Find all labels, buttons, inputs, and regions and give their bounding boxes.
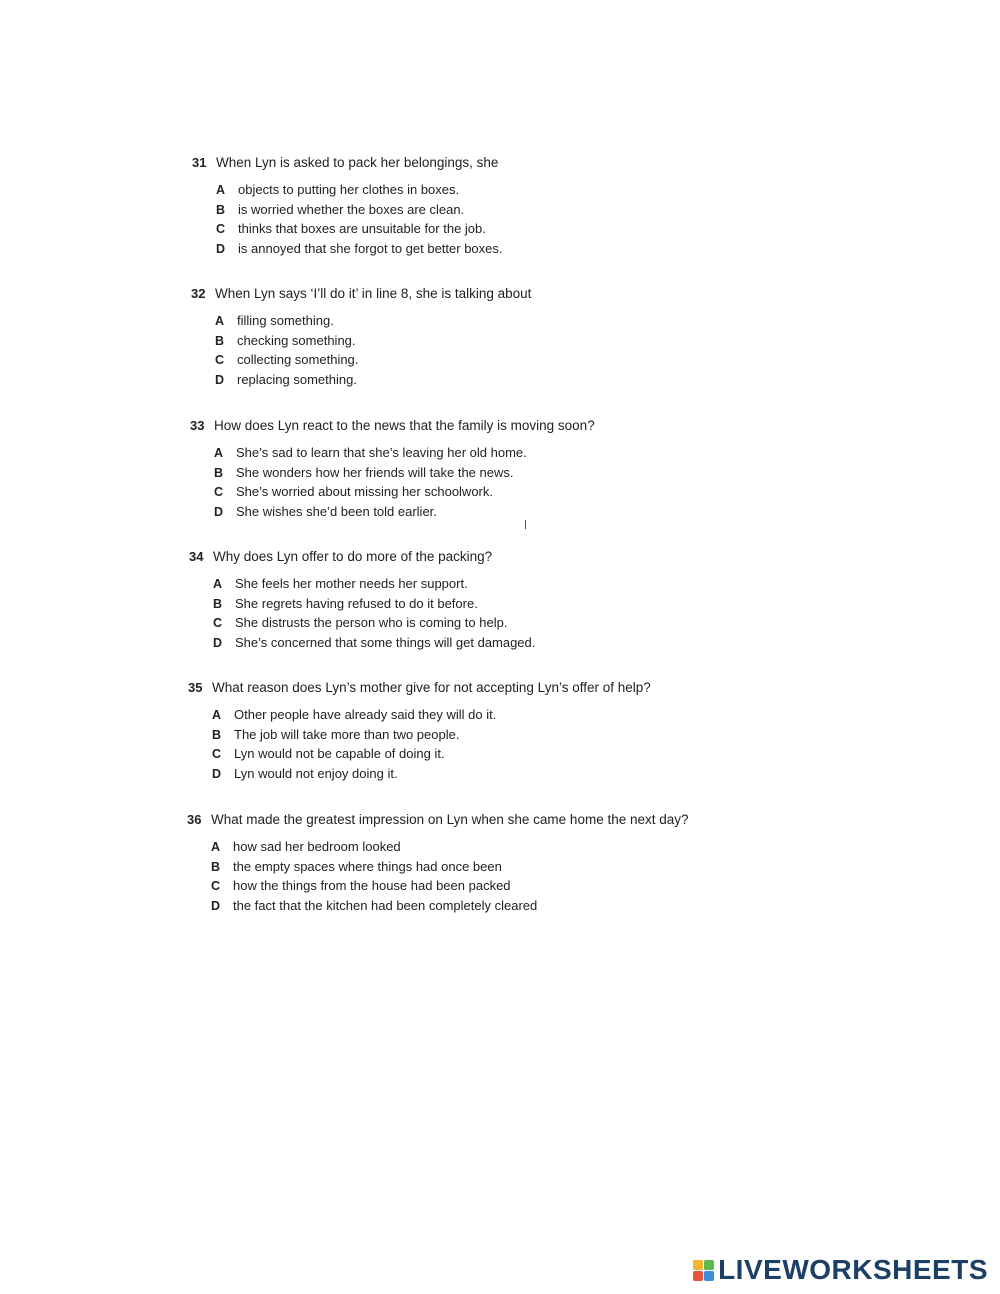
option-letter: C xyxy=(213,616,223,630)
option-d xyxy=(213,635,535,655)
option-text: She regrets having refused to do it before. xyxy=(235,595,478,611)
option-c xyxy=(215,352,531,372)
option-text: collecting something. xyxy=(237,352,359,367)
option-text: She wonders how her friends will take the news. xyxy=(236,464,514,480)
option-c xyxy=(211,878,689,898)
option-letter: B xyxy=(213,596,223,611)
option-letter: D xyxy=(215,372,225,387)
option-text: filling something. xyxy=(237,313,334,328)
question-number: 35 xyxy=(188,680,203,695)
option-text: is worried whether the boxes are clean. xyxy=(238,201,465,217)
question-number: 33 xyxy=(190,418,205,433)
option-c xyxy=(212,746,651,766)
option-letter: C xyxy=(215,353,225,367)
options-list xyxy=(214,445,595,523)
option-a xyxy=(214,445,595,465)
question-32 xyxy=(191,286,531,391)
question-31 xyxy=(192,155,503,260)
option-text: how the things from the house had been packed xyxy=(233,878,511,893)
option-a xyxy=(212,707,651,727)
option-text: the empty spaces where things had once been xyxy=(233,858,502,874)
options-list xyxy=(213,576,535,654)
option-letter: D xyxy=(216,241,226,256)
option-letter: D xyxy=(213,635,223,650)
question-34 xyxy=(189,549,535,654)
option-letter: A xyxy=(211,840,221,854)
option-letter: A xyxy=(214,446,224,460)
option-b xyxy=(216,202,503,222)
option-letter: A xyxy=(216,183,226,197)
option-text: She’s sad to learn that she’s leaving her old home. xyxy=(236,445,527,460)
question-text: What made the greatest impression on Lyn when she came home the next day? xyxy=(211,812,689,827)
option-c xyxy=(214,484,595,504)
option-d xyxy=(212,766,651,786)
option-b xyxy=(214,465,595,485)
option-text: The job will take more than two people. xyxy=(234,726,460,742)
option-letter: A xyxy=(213,577,223,591)
question-33 xyxy=(190,418,595,523)
brand-wordmark: LIVEWORKSHEETS xyxy=(718,1254,988,1285)
option-d xyxy=(211,898,689,918)
option-letter: B xyxy=(212,727,222,742)
option-letter: A xyxy=(215,314,225,328)
option-text: the fact that the kitchen had been completely cleared xyxy=(233,897,538,913)
option-text: She distrusts the person who is coming to help. xyxy=(235,615,508,630)
option-d xyxy=(214,504,595,524)
option-c xyxy=(216,221,503,241)
question-number: 36 xyxy=(187,812,202,827)
question-text: When Lyn is asked to pack her belongings, she xyxy=(216,155,499,170)
options-list xyxy=(216,182,503,260)
options-list xyxy=(215,313,531,391)
option-text: objects to putting her clothes in boxes. xyxy=(238,182,460,197)
option-b xyxy=(213,596,535,616)
option-b xyxy=(212,727,651,747)
option-text: Other people have already said they will do it. xyxy=(234,707,497,722)
option-letter: B xyxy=(215,333,225,348)
option-text: She’s concerned that some things will get damaged. xyxy=(235,634,536,650)
question-35 xyxy=(188,680,651,785)
option-letter: C xyxy=(212,747,222,761)
option-letter: A xyxy=(212,708,222,722)
question-number: 31 xyxy=(192,155,207,170)
option-d xyxy=(216,241,503,261)
option-letter: D xyxy=(214,504,224,519)
liveworksheets-brand[interactable] xyxy=(693,1254,988,1286)
option-text: Lyn would not enjoy doing it. xyxy=(234,765,398,781)
options-list xyxy=(212,707,651,785)
option-a xyxy=(211,839,689,859)
option-b xyxy=(215,333,531,353)
option-text: thinks that boxes are unsuitable for the job. xyxy=(238,221,486,236)
question-text: When Lyn says ‘I’ll do it’ in line 8, she is talking about xyxy=(215,286,532,301)
option-text: She’s worried about missing her schoolwork. xyxy=(236,484,493,499)
option-text: She wishes she’d been told earlier. xyxy=(236,503,437,519)
option-text: Lyn would not be capable of doing it. xyxy=(234,746,445,761)
option-letter: C xyxy=(216,222,226,236)
question-number: 32 xyxy=(191,286,206,301)
option-letter: D xyxy=(212,766,222,781)
question-text: Why does Lyn offer to do more of the packing? xyxy=(213,549,493,564)
option-text: how sad her bedroom looked xyxy=(233,839,401,854)
option-a xyxy=(215,313,531,333)
scan-mark xyxy=(525,520,526,529)
option-text: is annoyed that she forgot to get better boxes. xyxy=(238,240,503,256)
question-text: What reason does Lyn’s mother give for not accepting Lyn’s offer of help? xyxy=(212,680,651,695)
option-c xyxy=(213,615,535,635)
option-letter: B xyxy=(214,465,224,480)
option-letter: B xyxy=(216,202,226,217)
logo-tile-l xyxy=(693,1260,703,1270)
logo-tile-v xyxy=(693,1271,703,1281)
options-list xyxy=(211,839,689,917)
option-letter: B xyxy=(211,859,221,874)
option-letter: C xyxy=(211,879,221,893)
liveworksheets-logo-icon xyxy=(693,1260,714,1281)
option-letter: D xyxy=(211,898,221,913)
option-b xyxy=(211,859,689,879)
option-letter: C xyxy=(214,485,224,499)
logo-tile-e xyxy=(704,1271,714,1281)
option-text: She feels her mother needs her support. xyxy=(235,576,468,591)
option-text: checking something. xyxy=(237,332,356,348)
option-d xyxy=(215,372,531,392)
option-a xyxy=(216,182,503,202)
logo-tile-i xyxy=(704,1260,714,1270)
question-number: 34 xyxy=(189,549,204,564)
question-text: How does Lyn react to the news that the family is moving soon? xyxy=(214,418,595,433)
option-a xyxy=(213,576,535,596)
option-text: replacing something. xyxy=(237,371,357,387)
question-36 xyxy=(187,812,689,917)
